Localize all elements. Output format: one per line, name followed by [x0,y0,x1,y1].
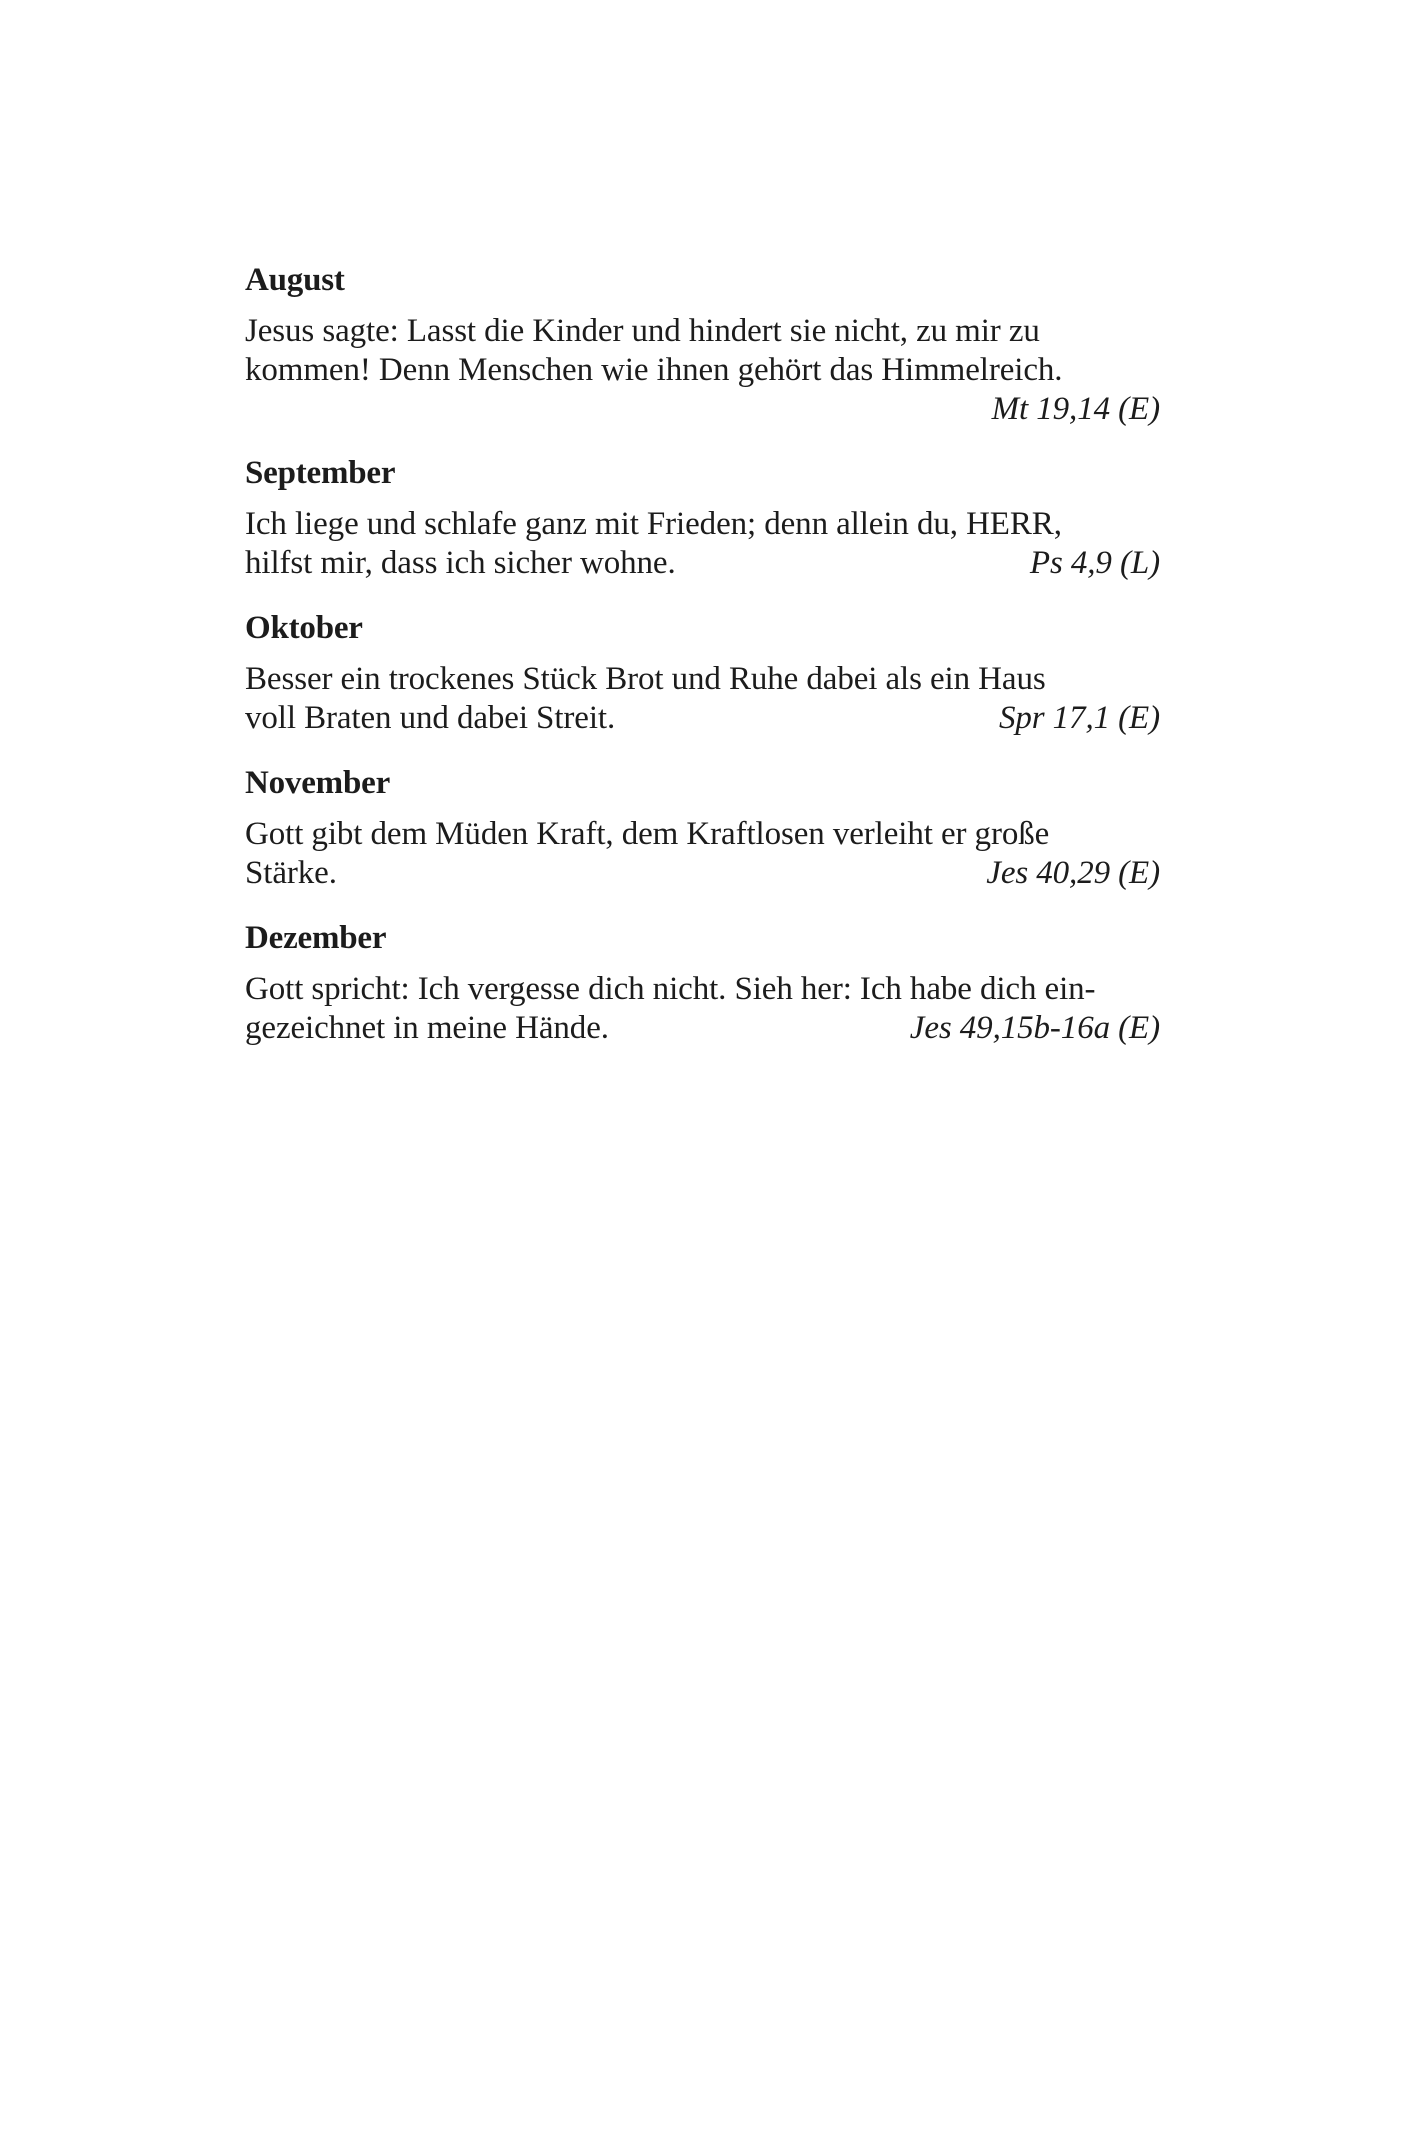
verse-text [245,312,1160,429]
verse-line-with-reference [245,699,1160,738]
entry-august [245,260,1160,429]
month-heading: November [245,765,391,801]
verse-line-with-reference [245,1009,1160,1048]
month-heading: Oktober [245,610,363,646]
verse-text [245,815,1160,893]
verse-line: hilfst mir, dass ich sicher wohne. [245,545,676,581]
verse-reference: Ps 4,9 (L) [1029,545,1160,581]
verse-line: Stärke. [245,855,337,891]
verse-line-with-reference [245,544,1160,583]
verse-line: Besser ein trockenes Stück Brot und Ruhe dabei als ein Haus [245,661,1046,697]
verse-line: Jesus sagte: Lasst die Kinder und hindert sie nicht, zu mir zu [245,313,1040,349]
verse-reference: Jes 49,15b-16a (E) [909,1010,1160,1046]
entry-november [245,763,1160,893]
verse-line: Gott spricht: Ich vergesse dich nicht. Sieh her: Ich habe dich ein- [245,971,1096,1007]
entry-september [245,453,1160,583]
verse-line: voll Braten und dabei Streit. [245,700,616,736]
month-heading: Dezember [245,920,387,956]
verse-reference: Mt 19,14 (E) [991,391,1160,427]
verse-reference: Jes 40,29 (E) [986,855,1160,891]
month-heading: September [245,455,396,491]
verse-line: Ich liege und schlafe ganz mit Frieden; denn allein du, HERR, [245,506,1062,542]
verse-text [245,660,1160,738]
entry-dezember [245,918,1160,1048]
verse-text [245,970,1160,1048]
month-heading: August [245,262,345,298]
verse-line: gezeichnet in meine Hände. [245,1010,609,1046]
verse-line-with-reference [245,854,1160,893]
verse-reference: Spr 17,1 (E) [998,700,1160,736]
verse-line: Gott gibt dem Müden Kraft, dem Kraftlosen verleiht er große [245,816,1050,852]
verse-text [245,505,1160,583]
verse-line: kommen! Denn Menschen wie ihnen gehört das Himmelreich. [245,352,1063,388]
entry-oktober [245,608,1160,738]
